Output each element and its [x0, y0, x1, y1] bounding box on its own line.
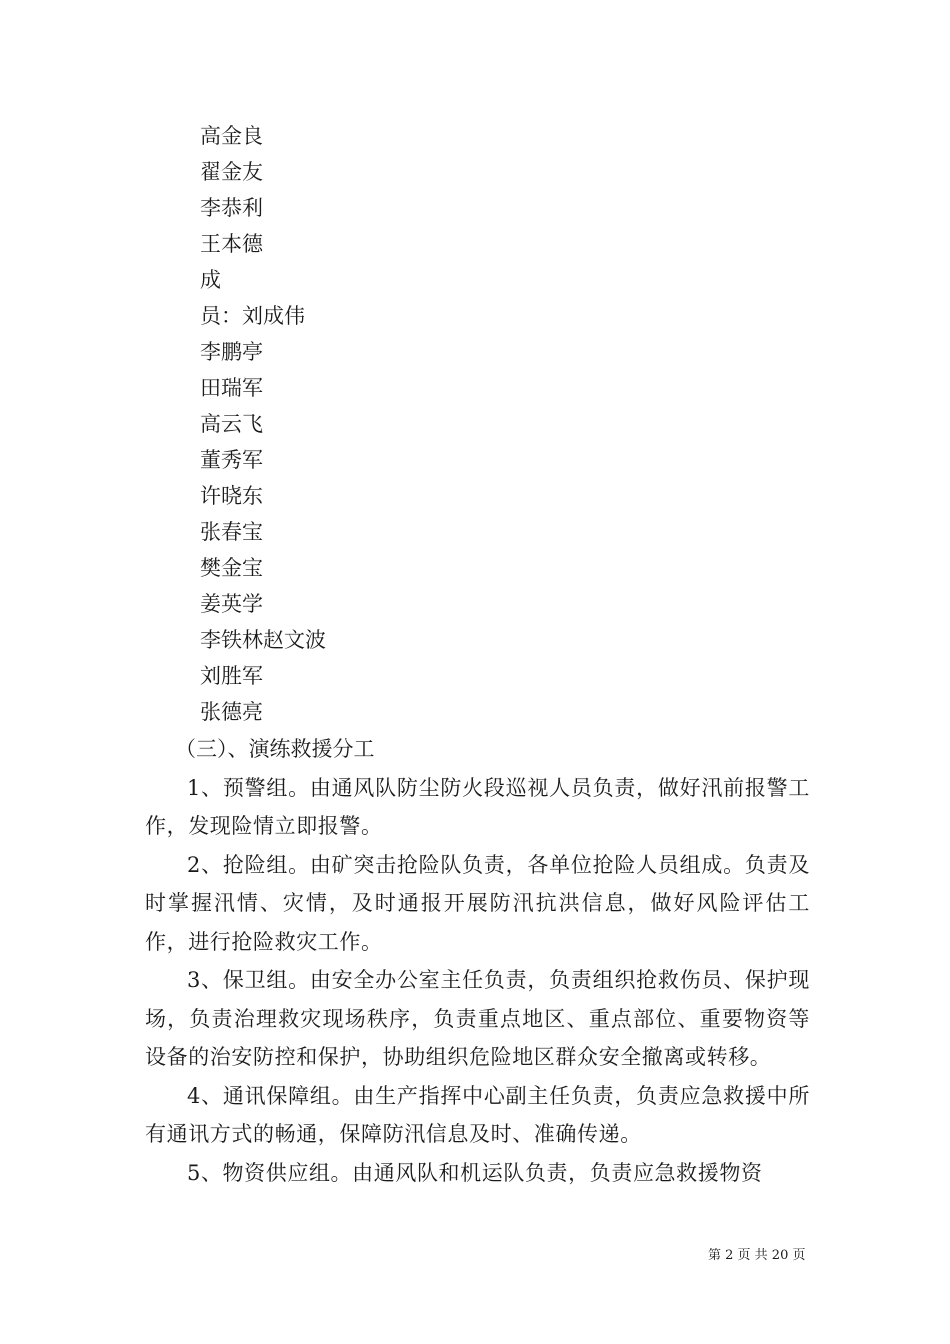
- paragraph-rescue-group: 2、抢险组。由矿突击抢险队负责，各单位抢险人员组成。负责及时掌握汛情、灾情，及时通报开展防汛抗洪信息，做好风险评估工作，进行抢险救灾工作。: [145, 852, 810, 954]
- name-item: 李鹏亭: [200, 340, 263, 364]
- name-item: 成: [200, 268, 221, 292]
- name-item: 李恭利: [200, 196, 263, 220]
- name-item: 樊金宝: [200, 556, 263, 580]
- name-item: 张春宝: [200, 520, 263, 544]
- section-heading: （三）、演练救援分工: [175, 737, 375, 761]
- paragraph-security-group: 3、保卫组。由安全办公室主任负责，负责组织抢救伤员、保护现场，负责治理救灾现场秩序，负责重点地区、重点部位、重要物资等设备的治安防控和保护，协助组织危险地区群众安全撤离或转移。: [145, 968, 810, 1069]
- name-item: 许晓东: [200, 484, 263, 508]
- name-item: 翟金友: [200, 160, 263, 184]
- name-item: 姜英学: [200, 592, 263, 616]
- body-text: [145, 730, 810, 1192]
- name-item: 董秀军: [200, 448, 263, 472]
- member-name-list: [200, 118, 326, 730]
- name-item: 高云飞: [200, 412, 263, 436]
- name-item: 员：刘成伟: [200, 304, 305, 328]
- name-item: 高金良: [200, 124, 263, 148]
- name-item: 张德亮: [200, 700, 263, 724]
- paragraph-supply-group: 5、物资供应组。由通风队和机运队负责，负责应急救援物资: [187, 1160, 763, 1185]
- name-item: 李铁林赵文波: [200, 628, 326, 652]
- paragraph-warning-group: 1、预警组。由通风队防尘防火段巡视人员负责，做好汛前报警工作，发现险情立即报警。: [145, 775, 810, 838]
- paragraph-communication-group: 4、通讯保障组。由生产指挥中心副主任负责，负责应急救援中所有通讯方式的畅通，保障防汛信息及时、准确传递。: [145, 1083, 810, 1146]
- page-number-footer: 第 2 页 共 20 页: [708, 1248, 806, 1263]
- name-item: 田瑞军: [200, 376, 263, 400]
- name-item: 刘胜军: [200, 664, 263, 688]
- name-item: 王本德: [200, 232, 263, 256]
